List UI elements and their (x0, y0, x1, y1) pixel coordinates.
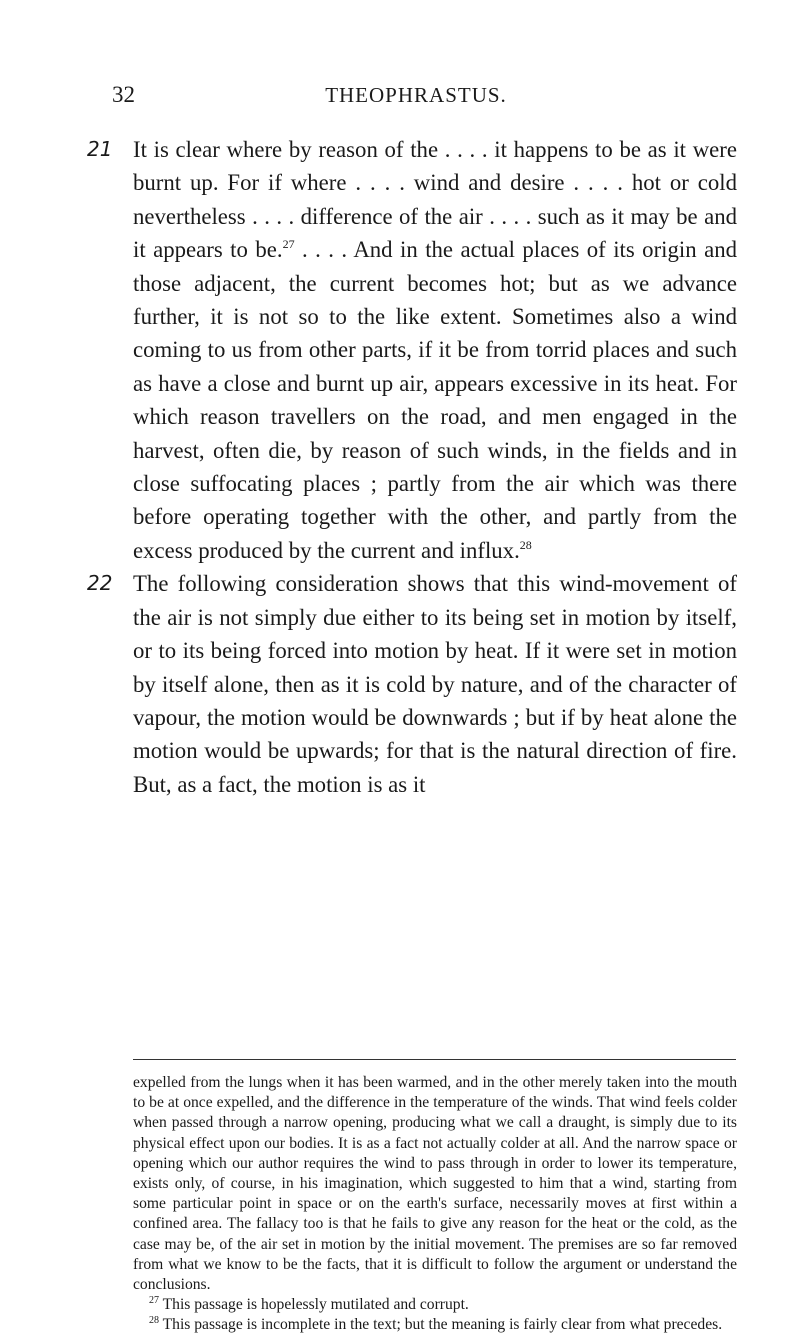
paragraph-text: The following consideration shows that this wind-movement of the air is not simply due either to its being set in motion by itself, or to its being forced into motion by heat. If it were set in motion by itself alone, then as it is cold by nature, and of the character of vapour, the motion would be downwards ; but if by heat alone the motion would be upwards; for that is the natural direction of fire. But, as a fact, the motion is as it (133, 571, 737, 797)
footnote-mark: 27 (149, 1295, 159, 1307)
paragraph-text: It is clear where by reason of the . . . . it happens to be as it were burnt up. For if where . . . . wind and desire . . . . hot or cold nevertheless . . . . difference of the air . . . . such as it may be and it appears to be. (133, 137, 737, 263)
footnote-divider (133, 1059, 736, 1060)
footnote-text: This passage is incomplete in the text; but the meaning is fairly clear from what precedes. (162, 1316, 723, 1334)
footnotes (133, 1073, 737, 1336)
page-number: 32 (112, 82, 135, 107)
footnote-ref: 27 (282, 237, 295, 252)
section-number: 22 (87, 571, 113, 596)
footnote (133, 1315, 737, 1335)
footnote-ref: 28 (519, 537, 532, 552)
footnote (133, 1295, 737, 1315)
footnote-text: This passage is hopelessly mutilated and corrupt. (162, 1296, 469, 1314)
running-title: THEOPHRASTUS. (325, 83, 507, 107)
section-paragraph (87, 567, 737, 801)
section-paragraph (87, 133, 737, 567)
footnote-continuation: expelled from the lungs when it has been warmed, and in the other merely taken into the mouth to be at once expelled, and the difference in the temperature of the winds. That wind feels colder when passed through a narrow opening, producing what we call a draught, is simply due to its physical effect upon our bodies. It is as a fact not actually colder at all. And the narrow space or opening which our author requires the wind to pass through in order to lower its temperature, exists only, of course, in his imagination, which suggested to him that a wind, starting from some particular point in space or on the earth's surface, necessarily moves at first within a confined area. The fallacy too is that he fails to give any reason for the heat or the cold, as the case may be, of the air set in motion by the initial movement. The premises are so far removed from what we know to be the facts, that it is difficult to follow the argument or understand the conclusions. (133, 1074, 737, 1294)
footnote-mark: 28 (149, 1315, 159, 1327)
main-text (87, 133, 737, 801)
section-number: 21 (87, 137, 113, 161)
paragraph-text: . . . . And in the actual places of its origin and those adjacent, the current becomes hot; but as we advance further, it is not so to the like extent. Sometimes also a wind coming to us from other parts, if it be from torrid places and such as have a close and burnt up air, appears excessive in its heat. For which reason travellers on the road, and men engaged in the harvest, often die, by reason of such winds, in the fields and in close suffocating places ; partly from the air which was there before operating together with the other, and partly from the excess produced by the current and influx. (133, 237, 737, 563)
page-header (112, 80, 720, 110)
